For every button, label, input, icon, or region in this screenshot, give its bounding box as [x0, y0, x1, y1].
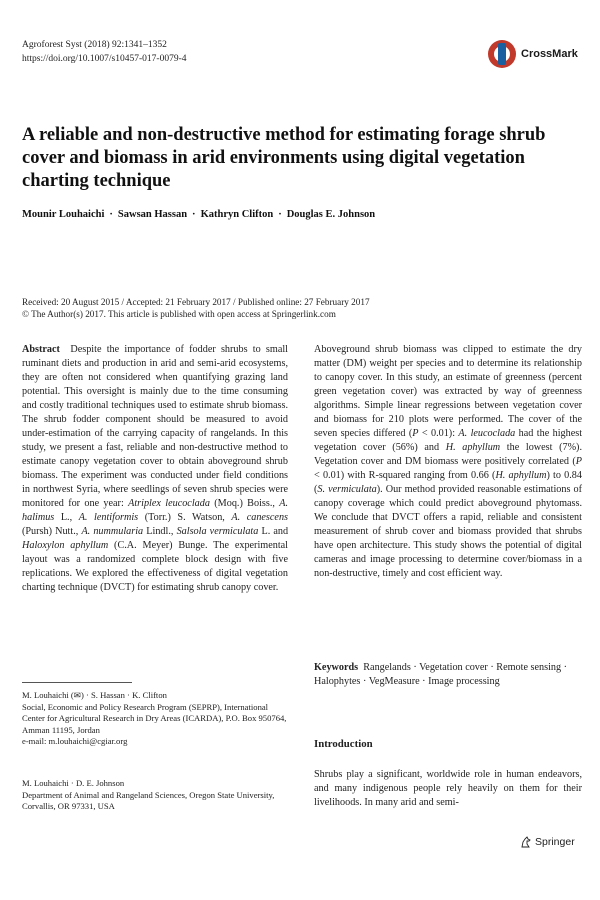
- abstract-text: Aboveground shrub biomass was clipped to estimate the dry matter (DM) weight per species and to determine its relationship to canopy cover. In this study, an estimate of greenness (percent green vegetation cover) was extracted by way of greenness algorithms. Simple linear regressions between vegetation cover and biomass for 210 plots were performed. The cover of the seven species differed (: [314, 344, 582, 439]
- springer-horse-icon: [520, 836, 532, 848]
- affiliation-authors: M. Louhaichi (✉) · S. Hassan · K. Clifton: [22, 690, 167, 700]
- keywords-label: Keywords: [314, 662, 359, 673]
- abstract-text: Lindl.,: [146, 526, 174, 537]
- author[interactable]: Kathryn Clifton: [200, 209, 274, 220]
- abstract-text: had the highest vegetation cover (56%) and: [314, 428, 583, 453]
- abstract-text: the lowest (7%). Vegetation cover and DM biomass were positively correlated (: [314, 442, 582, 467]
- affiliation-address: Social, Economic and Policy Research Program (SEPRP), International Center for Agricultural Research in Dry Areas (ICARDA), P.O. Box 950764, Amman 11195, Jordan: [22, 701, 287, 735]
- article-title: A reliable and non-destructive method for estimating forage shrub cover and biomass in arid environments using digital vegetation charting technique: [22, 125, 546, 191]
- keywords-list: Rangelands · Vegetation cover · Remote sensing · Halophytes · VegMeasure · Image processing: [314, 662, 568, 687]
- corresponding-email[interactable]: e-mail: m.louhaichi@cgiar.org: [22, 736, 128, 746]
- species-name: H. aphyllum: [445, 442, 501, 453]
- abstract-text: ) to 0.84 (: [314, 470, 582, 495]
- species-name: Haloxylon aphyllum: [22, 540, 109, 551]
- article-history: [22, 296, 370, 320]
- species-name: Salsola vermiculata: [176, 526, 259, 537]
- affiliation-authors: M. Louhaichi · D. E. Johnson: [22, 778, 125, 788]
- species-name: S. vermiculata: [317, 484, 377, 495]
- abstract-text: Despite the importance of fodder shrubs to small ruminant diets and production in arid and semi-arid ecosystems, they are often not considered when quantifying grazing land potential. This oversight is mainly due to the time consuming and costly traditional techniques used to estimate shrub biomass. The shrub fodder component should be measured to avoid under-estimation of the carrying capacity of rangelands. In this study, we present a fast, reliable and non-destructive method to estimate canopy vegetation cover to obtain aboveground shrub biomass. The experiment was conducted under field conditions in northwest Syria, where seedlings of seven shrub species were monitored for one year:: [22, 344, 289, 509]
- abstract-text: < 0.01) with R-squared ranging from 0.66 (: [314, 470, 496, 481]
- keywords: [314, 661, 582, 689]
- abstract-text: (C.A. Meyer) Bunge. The experimental layout was a randomized complete block design with five replications. We explored the effectiveness of digital vegetation charting technique (DVCT) for estimating shrub canopy cover.: [22, 540, 289, 593]
- author-list: Mounir Louhaichi · Sawsan Hassan · Kathryn Clifton · Douglas E. Johnson: [22, 209, 376, 220]
- abstract-text: (Torr.) S. Watson,: [144, 512, 225, 523]
- copyright-notice: © The Author(s) 2017. This article is published with open access at Springerlink.com: [22, 309, 336, 319]
- abstract-text: (Pursh) Nutt.,: [22, 526, 79, 537]
- author[interactable]: Mounir Louhaichi: [22, 209, 105, 220]
- species-name: A. lentiformis: [78, 512, 139, 523]
- crossmark-icon: [488, 40, 516, 68]
- abstract-text: L. and: [261, 526, 289, 537]
- affiliation-1: [22, 690, 288, 748]
- publication-dates: Received: 20 August 2015 / Accepted: 21 February 2017 / Published online: 27 February 2017: [22, 297, 370, 307]
- publisher-name: Springer: [535, 836, 575, 848]
- abstract-left-column: [22, 343, 288, 595]
- footnote-divider: [22, 682, 132, 683]
- species-name: H. aphyllum: [495, 470, 547, 481]
- crossmark-label: CrossMark: [521, 48, 578, 60]
- springer-logo: [520, 836, 575, 848]
- abstract-text: ). Our method provided reasonable estimations of canopy coverage which could predict aboveground phytomass. We conclude that DVCT offers a rapid, reliable and consistent measurement of shrub cover and biomass provided that shrubs have open architecture. This study shows the potential of digital cameras and image processing to determine cover/biomass in a non-destructive, timely and cost efficient way.: [314, 484, 582, 579]
- abstract-label: Abstract: [22, 344, 60, 355]
- author[interactable]: Douglas E. Johnson: [286, 209, 376, 220]
- section-heading-introduction: Introduction: [314, 738, 373, 750]
- author[interactable]: Sawsan Hassan: [117, 209, 188, 220]
- abstract-text: L.,: [60, 512, 73, 523]
- affiliation-2: [22, 778, 288, 813]
- abstract-text: < 0.01):: [421, 428, 456, 439]
- p-value-symbol: P: [412, 428, 419, 439]
- species-name: A. leucoclada: [458, 428, 516, 439]
- crossmark-badge[interactable]: [488, 38, 580, 70]
- abstract-right-column: [314, 343, 582, 581]
- journal-header: [22, 38, 187, 66]
- species-name: Atriplex leucoclada: [128, 498, 210, 509]
- doi-link[interactable]: https://doi.org/10.1007/s10457-017-0079-4: [22, 54, 187, 64]
- species-name: A. halimus: [22, 498, 289, 523]
- p-value-symbol: P: [575, 456, 582, 467]
- journal-citation: Agroforest Syst (2018) 92:1341–1352: [22, 40, 167, 50]
- species-name: A. nummularia: [81, 526, 144, 537]
- affiliation-address: Department of Animal and Rangeland Sciences, Oregon State University, Corvallis, OR 97331, USA: [22, 789, 275, 811]
- abstract-text: (Moq.) Boiss.,: [214, 498, 275, 509]
- introduction-text: Shrubs play a significant, worldwide role in human endeavors, and many indigenous people rely heavily on them for their livelihoods. In many arid and semi-: [314, 769, 582, 808]
- species-name: A. canescens: [231, 512, 289, 523]
